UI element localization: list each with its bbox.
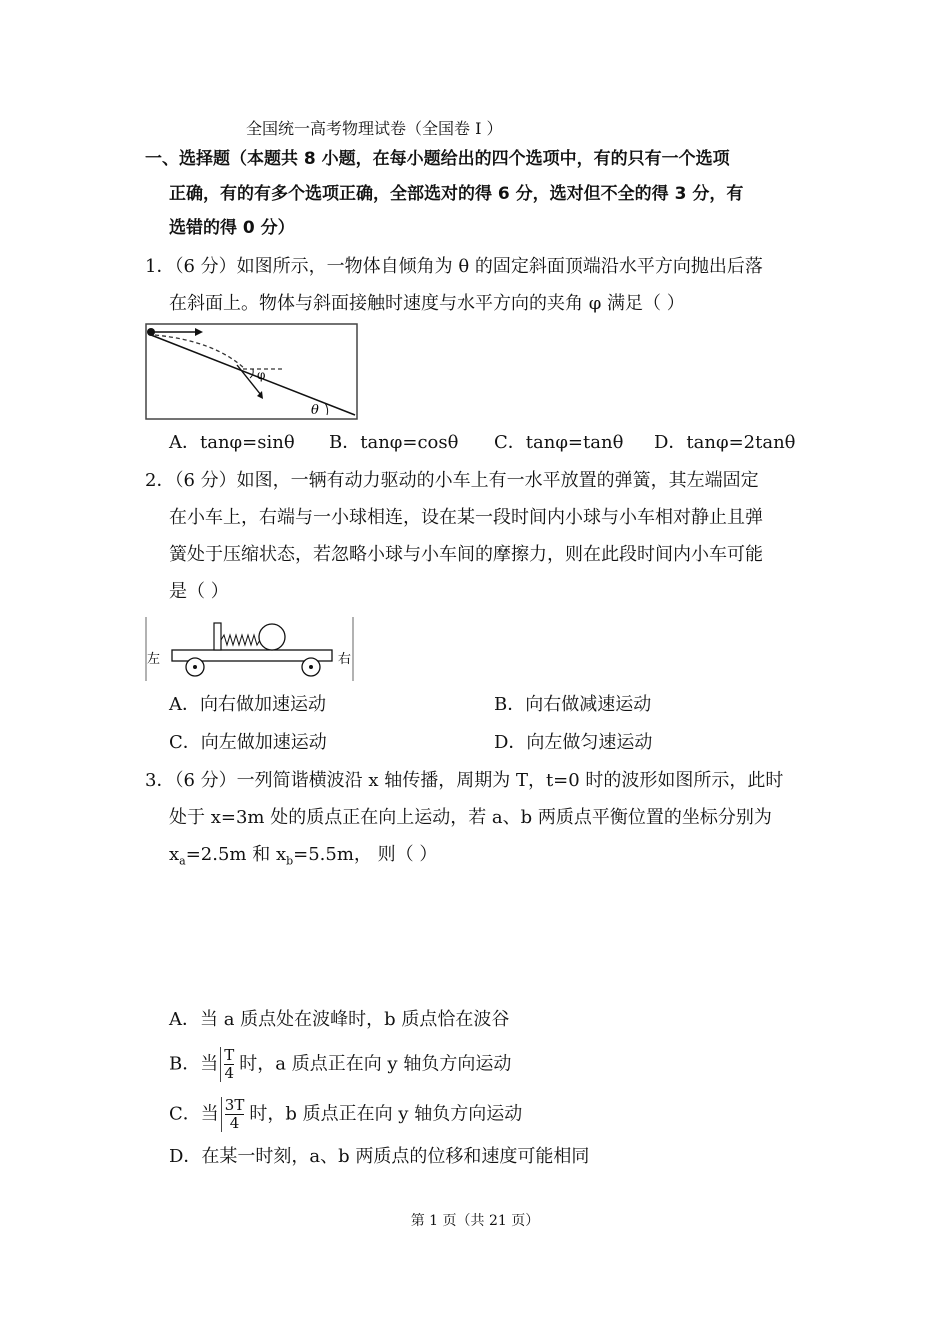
ball	[259, 624, 285, 650]
q3-stem-line3: $x_a=2.5m$ 和 $x_b=5.5m$， 则（ ）	[169, 844, 438, 868]
q2-stem-line4: 是（ ）	[169, 581, 229, 602]
fraction-3t-over-4: $\frac{3T}{4}$	[221, 1097, 248, 1132]
q2-option-d: D．向左做匀速运动	[494, 732, 653, 753]
left-label: 左	[147, 652, 161, 667]
q2-stem-line3: 簧处于压缩状态，若忽略小球与小车间的摩擦力，则在此段时间内小车可能	[169, 544, 763, 565]
q1-incline-figure	[145, 323, 359, 421]
q1-stem-line2: 在斜面上。物体与斜面接触时速度与水平方向的夹角 φ 满足（ ）	[169, 293, 685, 314]
q2-option-b: B．向右做减速运动	[494, 694, 652, 715]
q2-stem-line2: 在小车上，右端与一小球相连，设在某一段时间内小球与小车相对静止且弹	[169, 507, 763, 528]
spring	[221, 635, 260, 645]
phi-label: φ	[257, 368, 266, 382]
q2-option-c: C．向左做加速运动	[169, 732, 327, 753]
q3-stem-line2: 处于 x=3m 处的质点正在向上运动，若 a、b 两质点平衡位置的坐标分别为	[169, 807, 772, 828]
q1-option-b: B．tanφ=cosθ	[329, 432, 459, 453]
page-footer: 第 1 页（共 21 页）	[410, 1213, 540, 1229]
q3-option-c: C．当 $\frac{3T}{4}$ 时，b 质点正在向 y 轴负方向运动	[169, 1096, 523, 1132]
fraction-t-over-4: $\frac{T}{4}$	[220, 1047, 237, 1082]
section-heading-line3: 选错的得 0 分）	[169, 218, 295, 238]
q1-option-a: A．tanφ=sinθ	[169, 432, 295, 453]
subscript-b: b	[286, 854, 294, 868]
trajectory-dashed	[155, 335, 245, 369]
q1-stem-line1: 1．（6 分）如图所示，一物体自倾角为 θ 的固定斜面顶端沿水平方向抛出后落	[145, 256, 763, 277]
q3-option-d: D．在某一时刻，a、b 两质点的位移和速度可能相同	[169, 1146, 590, 1167]
q3-option-b: B．当 $\frac{T}{4}$ 时，a 质点正在向 y 轴负方向运动	[169, 1046, 512, 1082]
document-title: 全国统一高考物理试卷（全国卷 I ）	[246, 119, 503, 138]
right-label: 右	[338, 652, 352, 667]
subscript-a: a	[179, 854, 186, 868]
section-heading-line2: 正确，有的有多个选项正确，全部选对的得 6 分，选对但不全的得 3 分，有	[169, 184, 744, 204]
spring-wall	[214, 623, 221, 650]
section-heading-line1: 一、选择题（本题共 8 小题，在每小题给出的四个选项中，有的只有一个选项	[145, 149, 730, 169]
q1-option-c: C．tanφ=tanθ	[494, 432, 624, 453]
q2-cart-figure	[145, 615, 357, 683]
q2-stem-line1: 2．（6 分）如图，一辆有动力驱动的小车上有一水平放置的弹簧，其左端固定	[145, 470, 759, 491]
q3-option-a: A．当 a 质点处在波峰时，b 质点恰在波谷	[169, 1009, 510, 1030]
q3-stem-line1: 3．（6 分）一列简谐横波沿 x 轴传播，周期为 T，t=0 时的波形如图所示，此时	[145, 770, 784, 791]
q2-option-a: A．向右做加速运动	[169, 694, 326, 715]
q1-option-d: D．tanφ=2tanθ	[654, 432, 796, 453]
theta-label: θ	[311, 403, 319, 418]
